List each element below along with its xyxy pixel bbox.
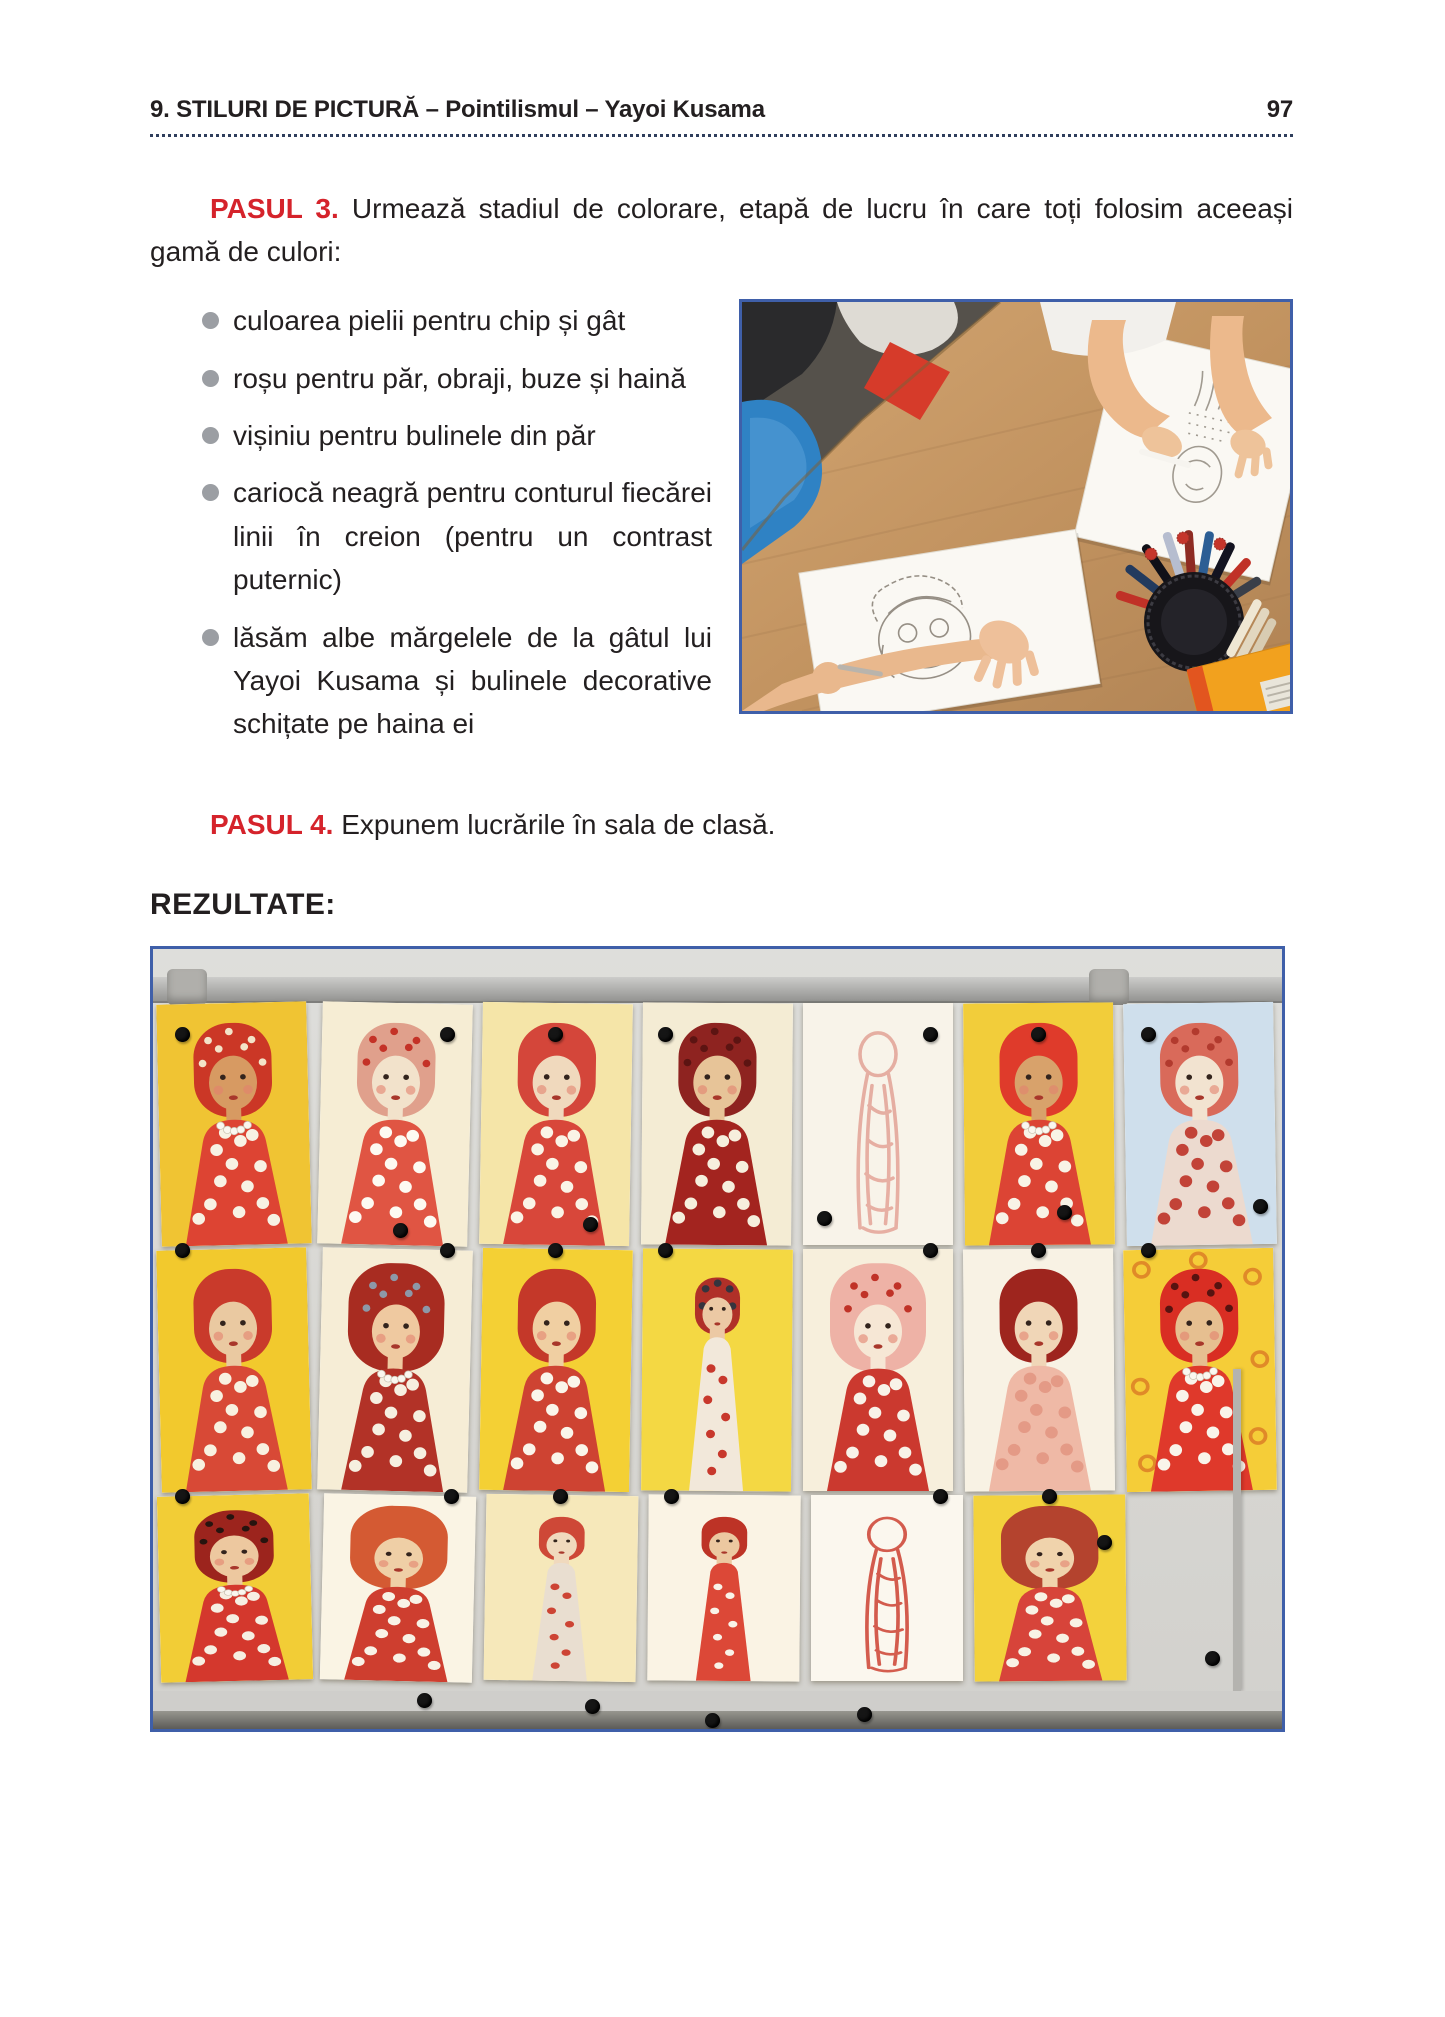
- bullet-dot-icon: [202, 427, 219, 444]
- bullet-text: vișiniu pentru bulinele din păr: [233, 420, 596, 451]
- magnet-dot: [664, 1489, 679, 1504]
- page-number: 97: [1266, 96, 1293, 123]
- magnet-dot: [548, 1027, 563, 1042]
- photo-whiteboard-results: [150, 946, 1285, 1732]
- drawing-card: [803, 1249, 953, 1491]
- magnet-dot: [553, 1489, 568, 1504]
- content-columns: [150, 299, 1293, 760]
- magnet-dot: [585, 1699, 600, 1714]
- drawing-card: [641, 1248, 793, 1491]
- bullet-text: roșu pentru păr, obraji, buze și haină: [233, 362, 686, 394]
- drawing-card: [156, 1247, 312, 1492]
- magnet-dot: [175, 1489, 190, 1504]
- bullet-text: cariocă neagră pentru conturul fiecărei linii în creion (pentru un contrast puternic): [233, 477, 712, 596]
- magnet-dot: [658, 1027, 673, 1042]
- bullet-item: [202, 414, 712, 457]
- drawing-card: [320, 1493, 476, 1683]
- drawing-card: [317, 1247, 473, 1492]
- bullet-text: lăsăm albe mărgelele de la gâtul lui Yayoi Kusama și bulinele decorative schițate pe haina ei: [233, 621, 712, 740]
- step4-label: PASUL 4.: [210, 808, 334, 840]
- board-lower-lip: [153, 1691, 1282, 1711]
- magnet-dot: [705, 1713, 720, 1728]
- magnet-dot: [1253, 1199, 1268, 1214]
- bullet-dot-icon: [202, 484, 219, 501]
- magnet-dot: [1141, 1027, 1156, 1042]
- magnet-dot: [393, 1223, 408, 1238]
- bullet-dot-icon: [202, 370, 219, 387]
- color-bullet-list: [150, 299, 712, 760]
- rail-bracket-left: [167, 969, 207, 1005]
- magnet-dot: [444, 1489, 459, 1504]
- bullet-item: [202, 357, 712, 400]
- magnet-dot: [923, 1243, 938, 1258]
- drawing-card: [973, 1494, 1126, 1681]
- magnet-dot: [417, 1693, 432, 1708]
- magnet-dot: [1205, 1651, 1220, 1666]
- drawing-card: [811, 1495, 963, 1681]
- magnet-dot: [1031, 1243, 1046, 1258]
- magnet-dot: [1097, 1535, 1112, 1550]
- magnet-dot: [933, 1489, 948, 1504]
- step4-paragraph: [150, 804, 1293, 846]
- step3-text: Urmează stadiul de colorare, etapă de lucru în care toți folosim aceeași gamă de culori:: [150, 193, 1294, 268]
- results-heading: REZULTATE:: [150, 887, 336, 921]
- magnet-dot: [175, 1027, 190, 1042]
- magnet-dot: [658, 1243, 673, 1258]
- bullet-text: culoarea pielii pentru chip și gât: [233, 305, 626, 337]
- step4-text: Expunem lucrările în sala de clasă.: [341, 808, 776, 840]
- drawing-card: [1123, 1248, 1277, 1492]
- magnet-dot: [583, 1217, 598, 1232]
- magnet-dot: [548, 1243, 563, 1258]
- bullet-item: [202, 616, 712, 746]
- board-edge: [1233, 1369, 1241, 1691]
- step3-paragraph: [150, 187, 1293, 273]
- drawing-card: [479, 1248, 633, 1492]
- magnet-dot: [175, 1243, 190, 1258]
- children-drawing-photo-svg: [742, 302, 1290, 711]
- magnet-dot: [1031, 1027, 1046, 1042]
- photo-children-drawing: [739, 299, 1293, 714]
- magnet-dot: [817, 1211, 832, 1226]
- drawing-card: [484, 1494, 639, 1682]
- magnet-dot: [857, 1707, 872, 1722]
- bullet-item: [202, 299, 712, 342]
- magnet-dot: [1141, 1243, 1156, 1258]
- chapter-title: 9. STILURI DE PICTURĂ – Pointilismul – Yayoi Kusama: [150, 96, 765, 123]
- drawing-card: [647, 1494, 800, 1681]
- magnet-dot: [923, 1027, 938, 1042]
- drawing-card: [963, 1248, 1115, 1491]
- bullet-item: [202, 471, 712, 601]
- step3-label: PASUL 3.: [210, 193, 339, 224]
- bullet-dot-icon: [202, 312, 219, 329]
- bullet-dot-icon: [202, 629, 219, 646]
- magnet-dot: [440, 1027, 455, 1042]
- drawing-card: [157, 1493, 313, 1683]
- page-header: [150, 96, 1293, 137]
- rail-bracket-right: [1089, 969, 1129, 1005]
- magnet-dot: [1057, 1205, 1072, 1220]
- magnet-dot: [440, 1243, 455, 1258]
- magnet-dot: [1042, 1489, 1057, 1504]
